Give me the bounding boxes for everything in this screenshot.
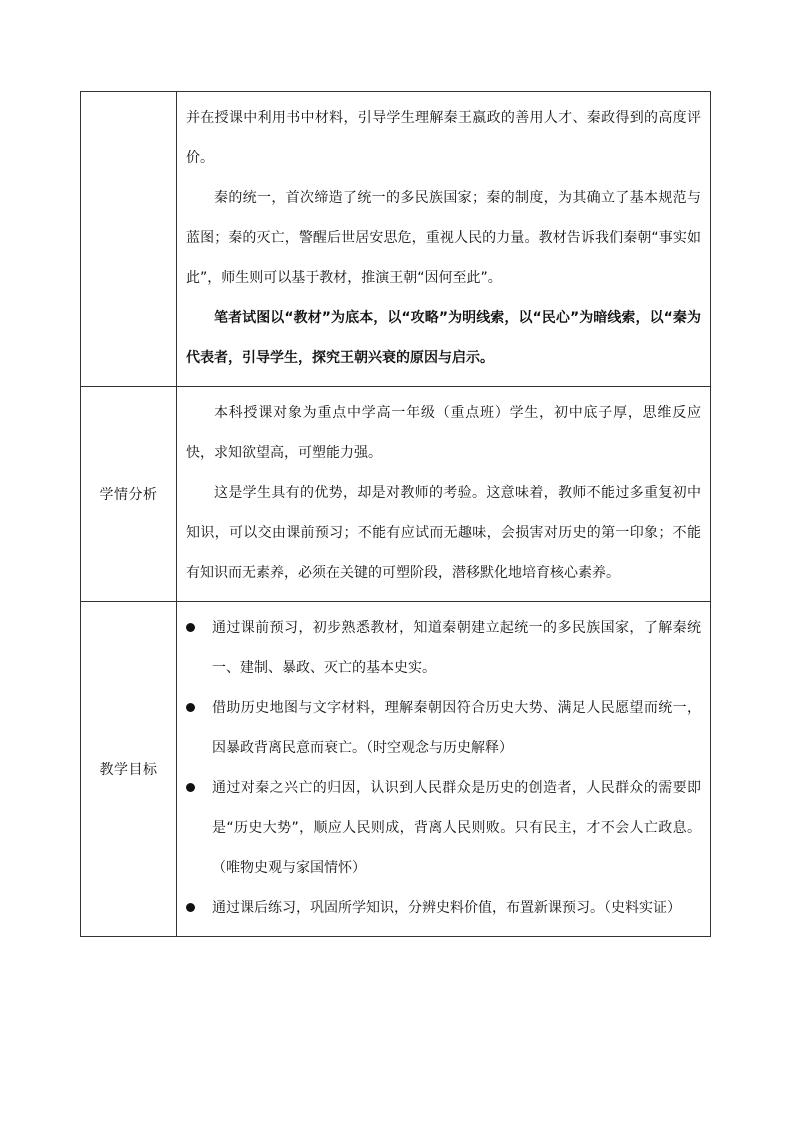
- list-item-text: 通过对秦之兴亡的归因，认识到人民群众是历史的创造者，人民群众的需要即是“历史大势”，顺应人民则成，背离人民则败。只有民主，才不会人亡政息。（唯物史观与家国情怀）: [212, 780, 701, 876]
- row-label-student-analysis: 学情分析: [81, 387, 177, 602]
- bold-paragraph: 笔者试图以“教材”为底本，以“攻略”为明线索，以“民心”为暗线索，以“秦为代表者，引导学生，探究王朝兴衰的原因与启示。: [186, 310, 701, 366]
- list-item: [186, 688, 701, 768]
- paragraph: 并在授课中利用书中材料，引导学生理解秦王嬴政的善用人才、秦政得到的高度评价。: [186, 110, 701, 166]
- student-analysis-content: [177, 387, 711, 602]
- row-label-empty: [81, 92, 177, 387]
- bullet-dot-icon: [186, 703, 195, 712]
- table-row-teaching-goals: [81, 602, 711, 937]
- list-item-text: 借助历史地图与文字材料，理解秦朝因符合历史大势、满足人民愿望而统一，因暴政背离民意而衰亡。（时空观念与历史解释）: [212, 700, 701, 756]
- lesson-plan-table: [80, 91, 711, 937]
- paragraph: 这是学生具有的优势，却是对教师的考验。这意味着，教师不能过多重复初中知识，可以交由课前预习；不能有应试而无趣味，会损害对历史的第一印象；不能有知识而无素养，必须在关键的可塑阶段，潜移默化地培育核心素养。: [186, 485, 701, 581]
- list-item-text: 通过课前预习，初步熟悉教材，知道秦朝建立起统一的多民族国家，了解秦统一、建制、暴政、灭亡的基本史实。: [212, 620, 701, 676]
- paragraph: 秦的统一，首次缔造了统一的多民族国家；秦的制度，为其确立了基本规范与蓝图；秦的灭亡，警醒后世居安思危，重视人民的力量。教材告诉我们秦朝“事实如此”，师生则可以基于教材，推演王朝“因何至此”。: [186, 190, 701, 286]
- row-label-teaching-goals: 教学目标: [81, 602, 177, 937]
- list-item: [186, 888, 701, 928]
- table-row-intro: [81, 92, 711, 387]
- list-item-text: 通过课后练习，巩固所学知识，分辨史料价值，布置新课预习。（史料实证）: [212, 900, 681, 916]
- bullet-dot-icon: [186, 783, 195, 792]
- list-item: [186, 768, 701, 888]
- paragraph: 本科授课对象为重点中学高一年级（重点班）学生，初中底子厚，思维反应快，求知欲望高，可塑能力强。: [186, 405, 701, 461]
- bullet-dot-icon: [186, 623, 195, 632]
- list-item: [186, 608, 701, 688]
- bullet-dot-icon: [186, 903, 195, 912]
- teaching-goals-content: [177, 602, 711, 937]
- intro-content: [177, 92, 711, 387]
- table-row-student-analysis: [81, 387, 711, 602]
